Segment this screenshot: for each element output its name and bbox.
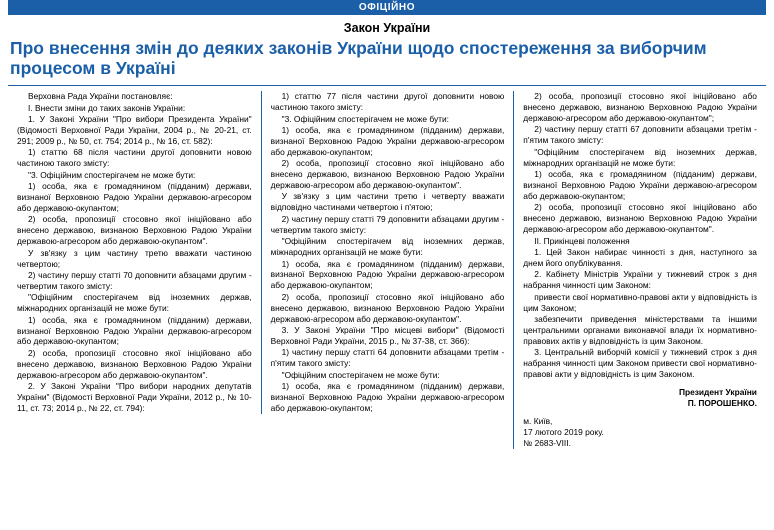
place-city: м. Київ, <box>523 416 553 426</box>
place-date-block <box>523 416 757 449</box>
paragraph: 1) особа, яка є громадянином (підданим) держави, визнаної Верховною Радою України державою-агресором або державою-окупантом; <box>270 258 505 291</box>
paragraph: 2) особа, пропозиції стосовно якої ініційовано або внесено державою, визнаною Верховною Радою України державою-агресором або державою-окупантом"; <box>523 91 757 124</box>
paragraph: 2) частину першу статті 79 доповнити абзацами другим - четвертим такого змісту: <box>270 213 505 235</box>
paragraph: 1) статтю 68 після частини другої доповнити новою частиною такого змісту: <box>17 147 252 169</box>
paragraph: 2) частину першу статті 70 доповнити абзацами другим - четвертим такого змісту: <box>17 269 252 291</box>
paragraph: 2. Кабінету Міністрів України у тижневий строк з дня набрання чинності цим Законом: <box>523 269 757 291</box>
paragraph: 3. У Законі України "Про місцеві вибори" (Відомості Верховної Ради України, 2015 р., № 37-38, ст. 366): <box>270 325 505 346</box>
paragraph: 2) особа, пропозиції стосовно якої ініційовано або внесено державою, визнаною Верховною Радою України державою-агресором або державою-окупантом". <box>270 291 505 324</box>
paragraph: 1) особа, яка є громадянином (підданим) держави, визнаної Верховною Радою України державою-агресором або державою-окупантом; <box>270 381 505 413</box>
page-title: Про внесення змін до деяких законів України щодо спостереження за виборчим процесом в Україні <box>10 38 707 78</box>
paragraph: 2. У Законі України "Про вибори народних депутатів України" (Відомості Верховної Ради України, 2012 р., № 10-11, ст. 73; 2014 р., № 22, ст. 794): <box>17 381 252 413</box>
paragraph: "Офіційним спостерігачем від іноземних держав, міжнародних організацій не може бути: <box>523 146 757 168</box>
column-3 <box>513 91 766 449</box>
paragraph: 1) особа, яка є громадянином (підданим) держави, визнаної Верховною Радою України державою-агресором або державою-окупантом; <box>17 314 252 347</box>
paragraph: 2) особа, пропозиції стосовно якої ініційовано або внесено державою, визнаною Верховною Радою України державою-агресором або державою-окупантом". <box>17 214 252 247</box>
paragraph: 3. Центральній виборчій комісії у тижневий строк з дня набрання чинності цим Законом привести свої нормативно-правові акти у відповідність із цим Законом. <box>523 347 757 380</box>
paragraph: забезпечити приведення міністерствами та іншими центральними органами виконавчої влади їх нормативно-правових актів у відповідність із цим Законом. <box>523 314 757 346</box>
document-kind: Закон України <box>343 21 431 35</box>
paragraph: Верховна Рада України постановляє: <box>28 91 173 102</box>
document-number: № 2683-VIII. <box>523 437 571 448</box>
paragraph: 1) особа, яка є громадянином (підданим) держави, визнаної Верховною Радою України державою-агресором або державою-окупантом; <box>523 169 757 201</box>
paragraph: "Офіційним спостерігачем від іноземних держав, міжнародних організацій не може бути: <box>17 292 252 314</box>
paragraph: II. Прикінцеві положення <box>534 235 630 246</box>
signature-role: Президент України <box>678 387 757 398</box>
column-2 <box>261 91 514 414</box>
paragraph: "Офіційним спостерігачем не може бути: <box>281 369 440 380</box>
paragraph: 1. Цей Закон набирає чинності з дня, наступного за днем його опублікування. <box>523 247 757 269</box>
paragraph: 2) особа, пропозиції стосовно якої ініційовано або внесено державою, визнаною Верховною Радою України державою-агресором або державою-окупантом". <box>17 347 252 380</box>
title-divider <box>8 85 766 86</box>
paragraph: 1) особа, яка є громадянином (підданим) держави, визнаної Верховною Радою України державою-агресором або державою-окупантом; <box>270 124 505 157</box>
paragraph: 2) особа, пропозиції стосовно якої ініційовано або внесено державою, визнаною Верховною Радою України державою-агресором або державою-окупантом". <box>523 202 757 235</box>
paragraph: У зв'язку з цим частину третю вважати частиною четвертою; <box>17 247 252 269</box>
paragraph: I. Внести зміни до таких законів України: <box>28 102 186 113</box>
paragraph: 1) особа, яка є громадянином (підданим) держави, визнаної Верховною Радою України державою-агресором або державою-окупантом; <box>17 181 252 213</box>
place-date: 17 лютого 2019 року. <box>523 426 604 437</box>
paragraph: "3. Офіційним спостерігачем не може бути: <box>28 169 196 180</box>
paragraph: 2) частину першу статті 67 доповнити абзацами третім - п'ятим такого змісту: <box>523 124 757 146</box>
paragraph: 1) частину першу статті 64 доповнити абзацами третім - п'ятим такого змісту: <box>270 347 505 369</box>
paragraph: У зв'язку з цим частини третю і четверту вважати відповідно частинами четвертою і п'ятою; <box>270 191 505 213</box>
official-banner: ОФІЦІЙНО <box>8 0 766 15</box>
signature-block <box>523 387 757 409</box>
paragraph: 1) статтю 77 після частини другої доповнити новою частиною такого змісту: <box>270 91 505 113</box>
paragraph: привести свої нормативно-правові акти у відповідність із цим Законом; <box>523 291 757 313</box>
paragraph: 1. У Законі України "Про вибори Президента України" (Відомості Верховної Ради України, 2004 р., № 20-21, ст. 291; 2009 р., № 50, ст. 754; 2014 р., № 16, ст. 582): <box>17 114 252 146</box>
paragraph: 2) особа, пропозиції стосовно якої ініційовано або внесено державою, визнаною Верховною Радою України державою-агресором або державою-окупантом". <box>270 158 505 191</box>
paragraph: "Офіційним спостерігачем від іноземних держав, міжнародних організацій не може бути: <box>270 236 505 258</box>
column-1 <box>8 91 261 414</box>
columns-container <box>8 91 766 449</box>
signature-name: П. ПОРОШЕНКО. <box>687 398 757 409</box>
paragraph: "3. Офіційним спостерігачем не може бути: <box>281 113 450 124</box>
